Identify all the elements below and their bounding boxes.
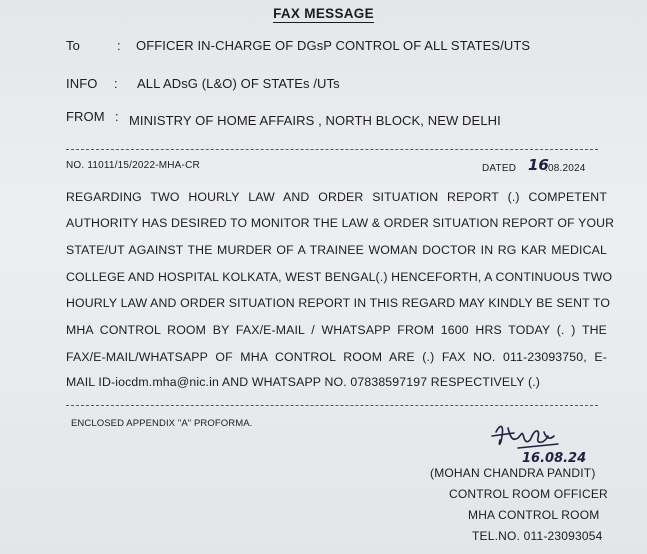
- body-line-8: MAIL ID-iocdm.mha@nic.in AND WHATSAPP NO. 07838597197 RESPECTIVELY (.): [66, 375, 541, 389]
- signatory-office: MHA CONTROL ROOM: [468, 508, 600, 522]
- signature-date: 16.08.24: [522, 451, 587, 466]
- handwritten-signature: [488, 418, 628, 466]
- body-line-1: REGARDING TWO HOURLY LAW AND ORDER SITUATION REPORT (.) COMPETENT: [66, 190, 607, 204]
- body-line-7: FAX/E-MAIL/WHATSAPP OF MHA CONTROL ROOM ARE (.) FAX NO. 011-23093750, E-: [66, 350, 607, 364]
- separator-top: [66, 149, 598, 150]
- body-line-6: MHA CONTROL ROOM BY FAX/E-MAIL / WHATSAPP FROM 1600 HRS TODAY (. ) THE: [66, 323, 607, 337]
- separator-bottom: [66, 405, 598, 406]
- body-line-4: COLLEGE AND HOSPITAL KOLKATA, WEST BENGAL(.) HENCEFORTH, A CONTINUOUS TWO: [66, 270, 613, 284]
- body-line-3: STATE/UT AGAINST THE MURDER OF A TRAINEE WOMAN DOCTOR IN RG KAR MEDICAL: [66, 243, 607, 257]
- signatory-tel: TEL.NO. 011-23093054: [472, 529, 603, 543]
- info-label: INFO: [66, 76, 98, 91]
- from-colon: :: [115, 109, 119, 124]
- fax-title: FAX MESSAGE: [273, 6, 374, 21]
- to-value: OFFICER IN-CHARGE OF DGsP CONTROL OF ALL STATES/UTS: [136, 38, 531, 53]
- dated-label: DATED: [482, 163, 517, 174]
- to-colon: :: [117, 38, 121, 53]
- signatory-name: (MOHAN CHANDRA PANDIT): [430, 466, 596, 480]
- from-label: FROM: [66, 109, 105, 124]
- reference-number: NO. 11011/15/2022-MHA-CR: [66, 160, 200, 171]
- dated-month-year: .08.2024: [545, 163, 586, 174]
- to-label: To: [66, 38, 80, 53]
- from-value: MINISTRY OF HOME AFFAIRS , NORTH BLOCK, NEW DELHI: [129, 113, 501, 128]
- enclosure-note: ENCLOSED APPENDIX "A" PROFORMA.: [71, 418, 253, 429]
- info-value: ALL ADsG (L&O) OF STATEs /UTs: [137, 76, 340, 91]
- body-line-2: AUTHORITY HAS DESIRED TO MONITOR THE LAW & ORDER SITUATION REPORT OF YOUR: [66, 216, 615, 230]
- signatory-designation: CONTROL ROOM OFFICER: [449, 487, 608, 501]
- body-line-5: HOURLY LAW AND ORDER SITUATION REPORT IN THIS REGARD MAY KINDLY BE SENT TO: [66, 296, 611, 310]
- info-colon: :: [114, 76, 118, 91]
- dated-day-handwritten: 16: [528, 156, 549, 174]
